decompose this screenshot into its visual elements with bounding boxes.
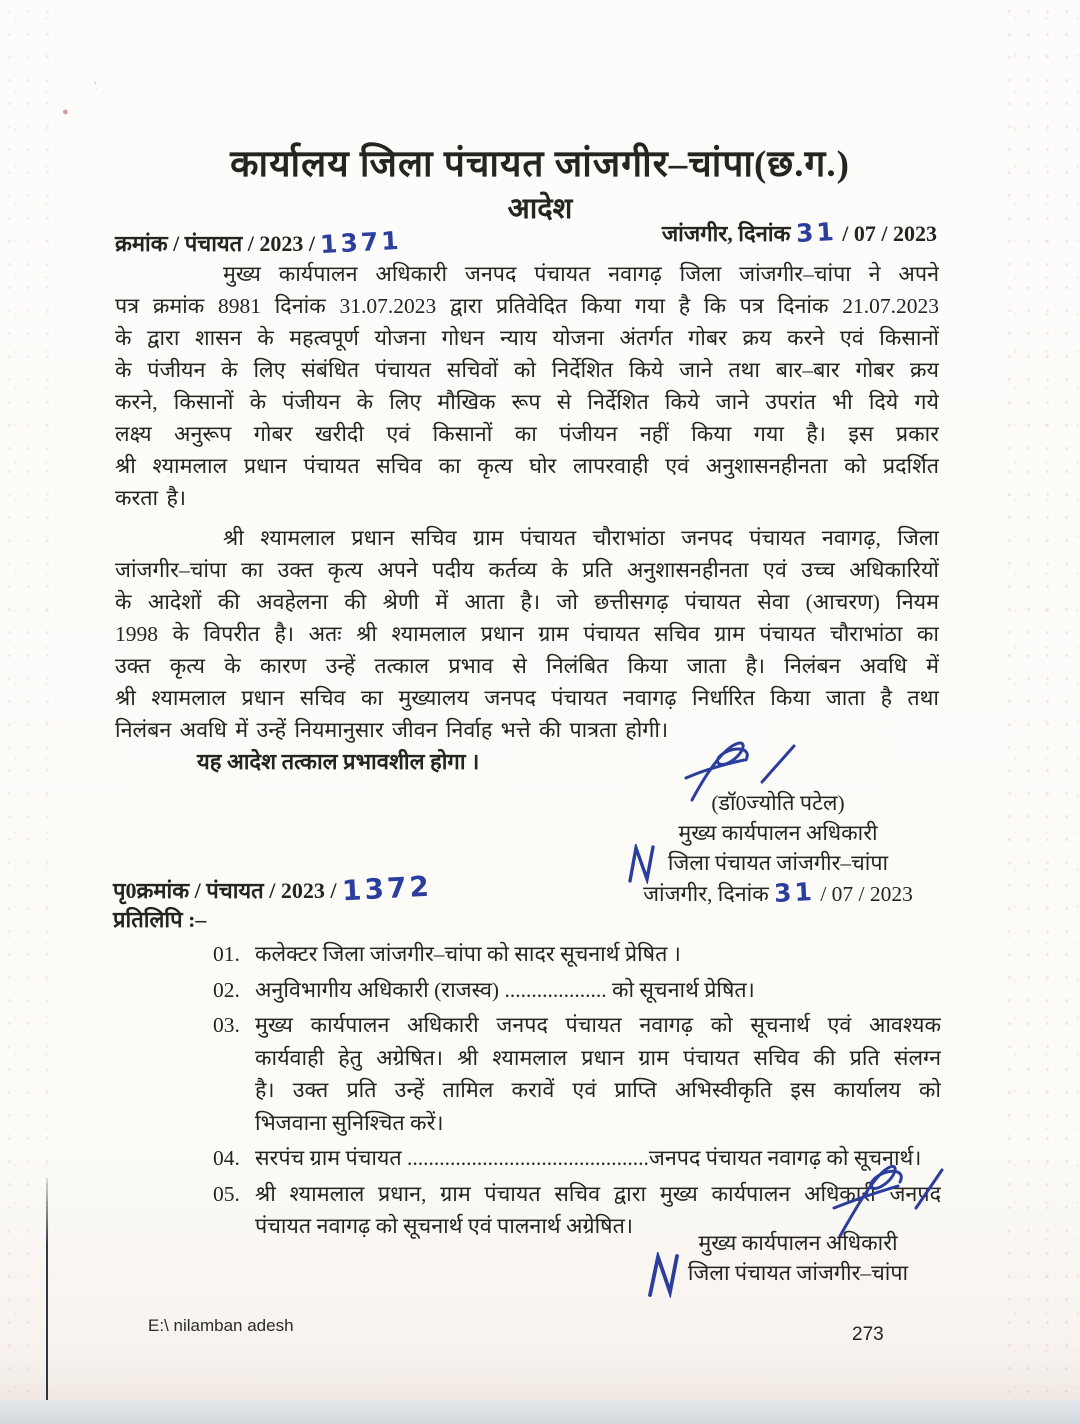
paragraph-1 (115, 258, 939, 514)
copy-item-number: 04. (213, 1146, 240, 1170)
copy-item-3 (213, 1009, 941, 1139)
signatory-office-line (638, 1258, 958, 1288)
copy-to-label: प्रतिलिपि :– (113, 907, 207, 932)
text-line: है। उक्त प्रति उन्हें तामिल करावें एवं प्राप्ति अभिस्वीकृति इस कार्यालय को (255, 1078, 941, 1102)
text-line: श्री श्यामलाल प्रधान सचिव का मुख्यालय जनपद पंचायत नवागढ़ निर्धारित किया जाता है तथा (115, 686, 939, 710)
text-line: करने, किसानों के पंजीयन के लिए मौखिक रूप से निर्देशित किये जाने उपरांत भी दिये गये (115, 390, 939, 414)
signatory-office-line (608, 848, 948, 878)
text-line: कार्यवाही हेतु अग्रेषित। श्री श्यामलाल प्रधान ग्राम पंचायत सचिव की प्रति संलग्न (255, 1045, 941, 1070)
date-suffix: / 07 / 2023 (820, 882, 913, 906)
signatory-office: जिला पंचायत जांजगीर–चांपा (667, 851, 889, 875)
text-line: भिजवाना सुनिश्चित करें। (255, 1110, 444, 1135)
order-title: आदेश (507, 193, 573, 225)
text-line: उक्त कृत्य के कारण उन्हें तत्काल प्रभाव से निलंबित किया जाता है। निलंबन अवधि में (115, 654, 939, 678)
text-line: करता है। (115, 486, 187, 510)
copy-item-1 (213, 938, 941, 971)
date-suffix: / 07 / 2023 (842, 221, 937, 246)
effective-immediately-line: यह आदेश तत्काल प्रभावशील होगा । (197, 749, 480, 774)
date-label: जांजगीर, दिनांक (661, 221, 791, 246)
file-path-footer: E:\ nilamban adesh (148, 1316, 294, 1335)
endorsement-reference (113, 869, 433, 908)
text-line: पत्र क्रमांक 8981 दिनांक 31.07.2023 द्वारा प्रतिवेदित किया गया है कि पत्र दिनांक 21.07.2023 (115, 294, 939, 318)
text-line: अनुविभागीय अधिकारी (राजस्व) ................... को सूचनार्थ प्रेषित। (255, 977, 755, 1002)
text-line: श्री श्यामलाल प्रधान, ग्राम पंचायत सचिव द्वारा मुख्य कार्यपालन अधिकारी जनपद (255, 1181, 941, 1206)
text-line: कलेक्टर जिला जांजगीर–चांपा को सादर सूचनार्थ प्रेषित । (255, 942, 681, 966)
text-line: मुख्य कार्यपालन अधिकारी जनपद पंचायत नवागढ़ को सूचनार्थ एवं आवश्यक (255, 1013, 941, 1037)
signatory-designation: मुख्य कार्यपालन अधिकारी (698, 1231, 898, 1255)
signatory-office: जिला पंचायत जांजगीर–चांपा (687, 1261, 909, 1285)
text-line: 1998 के विपरीत है। अतः श्री श्यामलाल प्रधान ग्राम पंचायत सचिव ग्राम पंचायत चौराभांठा का (115, 622, 939, 646)
reference-number-handwritten: 1371 (319, 225, 403, 260)
text-line: पंचायत नवागढ़ को सूचनार्थ एवं पालनार्थ अग्रेषित। (255, 1214, 633, 1238)
reference-number (115, 225, 403, 260)
endorsement-ref-label: पृ0क्रमांक / पंचायत / 2023 / (113, 878, 337, 903)
copy-item-number: 03. (213, 1013, 240, 1037)
text-line: सरपंच ग्राम पंचायत .............................................जनपद पंचायत नवागढ़ को सूचनार्थ। (255, 1146, 922, 1170)
copy-item-number: 02. (213, 977, 240, 1002)
signature-date-line (608, 878, 948, 909)
signatory-designation: मुख्य कार्यपालन अधिकारी (678, 821, 878, 845)
date-day-handwritten: 31 (795, 216, 838, 249)
issue-date (662, 218, 937, 248)
scan-edge-line (46, 1178, 48, 1400)
endorsement-ref-number-handwritten: 1372 (341, 869, 433, 908)
initial-mark-icon (646, 1252, 680, 1298)
text-line: श्री श्यामलाल प्रधान पंचायत सचिव का कृत्य घोर लापरवाही एवं अनुशासनहीनता को प्रदर्शित (115, 454, 939, 478)
stray-dot-mark: ● (60, 105, 71, 119)
text-line: श्री श्यामलाल प्रधान सचिव ग्राम पंचायत चौराभांठा जनपद पंचायत नवागढ़, जिला (223, 526, 939, 550)
stray-pen-mark: ؚ˒ (89, 72, 100, 90)
text-line: के पंजीयन के लिए संबंधित पंचायत सचिवों को निर्देशित किये जाने तथा बार–बार गोबर क्रय (115, 358, 939, 382)
signatory-block-bottom (638, 1228, 958, 1288)
text-line: लक्ष्य अनुरूप गोबर खरीदी एवं किसानों का पंजीयन नहीं किया गया है। इस प्रकार (115, 422, 939, 446)
date-label: जांजगीर, दिनांक (643, 882, 769, 906)
page-number: 273 (852, 1324, 884, 1345)
initial-mark-icon (626, 844, 656, 884)
copy-item-number: 01. (213, 942, 240, 966)
text-line: मुख्य कार्यपालन अधिकारी जनपद पंचायत नवागढ़ जिला जांजगीर–चांपा ने अपने (223, 262, 939, 286)
text-line: के आदेशों की अवहेलना की श्रेणी में आता है। जो छत्तीसगढ़ पंचायत सेवा (आचरण) नियम (115, 590, 939, 614)
signatory-block-top (608, 788, 948, 909)
reference-row (115, 216, 937, 260)
reference-label: क्रमांक / पंचायत / 2023 / (115, 231, 315, 256)
copy-item-2 (213, 974, 941, 1007)
signatory-name: (डॉ0ज्योति पटेल) (711, 791, 845, 815)
date-day-handwritten: 31 (773, 876, 816, 909)
office-title: कार्यालय जिला पंचायत जांजगीर–चांपा(छ.ग.) (230, 144, 850, 185)
text-line: निलंबन अवधि में उन्हें नियमानुसार जीवन निर्वाह भत्ते की पात्रता होगी। (115, 718, 669, 742)
paragraph-2 (115, 522, 939, 746)
scan-background-band (0, 1400, 1080, 1424)
text-line: के द्वारा शासन के महत्वपूर्ण योजना गोधन न्याय योजना अंतर्गत गोबर क्रय करने एवं किसानों (115, 326, 939, 350)
copy-item-number: 05. (213, 1181, 240, 1206)
text-line: जांजगीर–चांपा का उक्त कृत्य अपने पदीय कर्तव्य के प्रति अनुशासनहीनता एवं उच्च अधिकारियों (115, 558, 939, 582)
